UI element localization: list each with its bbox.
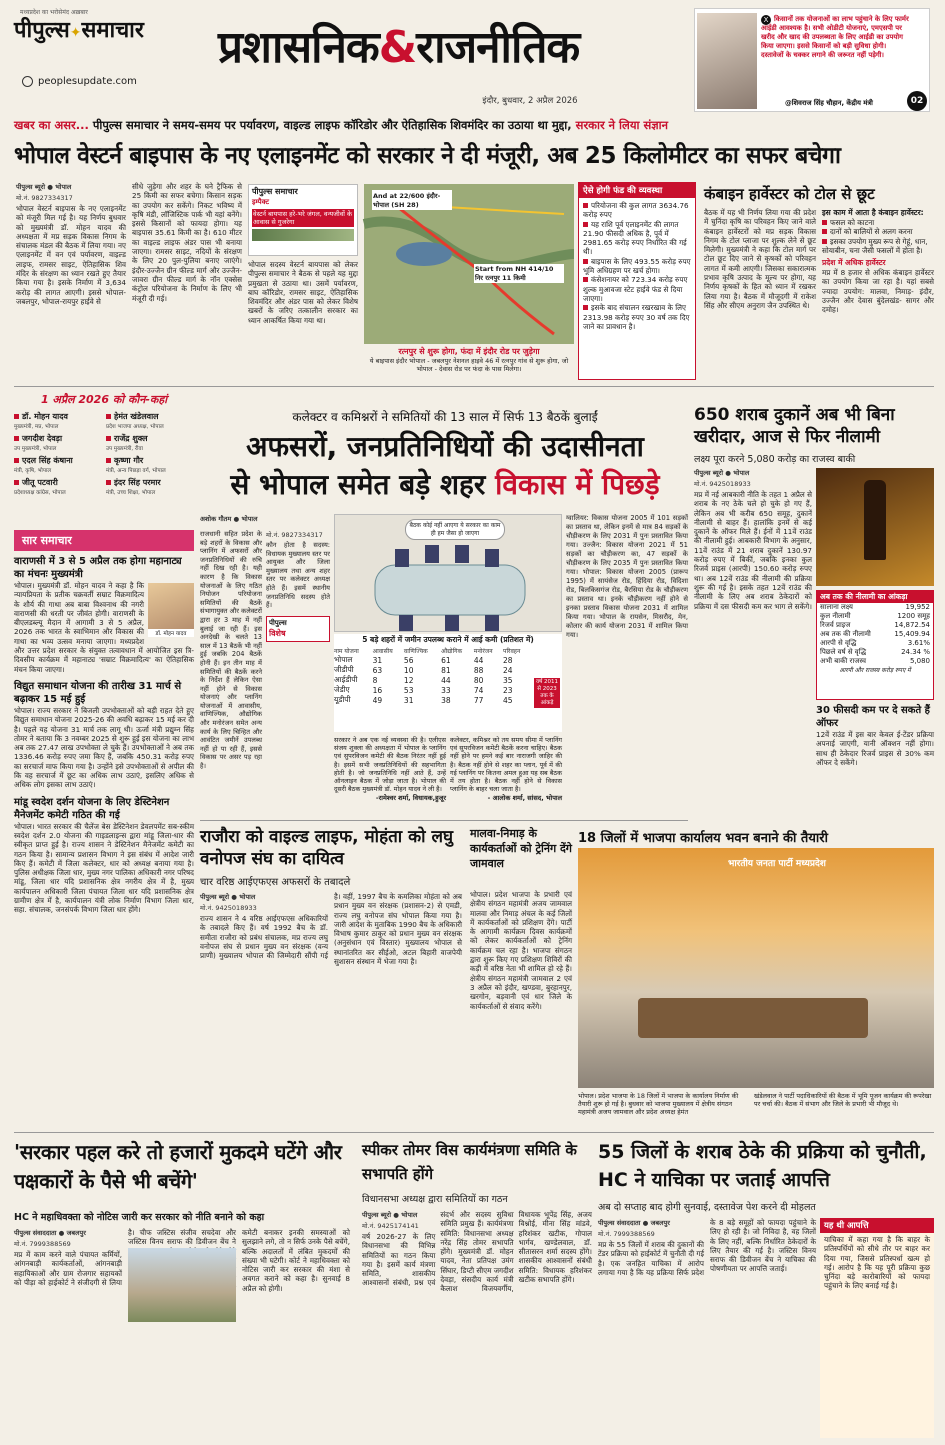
calendar-person: राजेंद्र शुक्ल उप मुख्यमंत्री, रीवा: [106, 434, 148, 452]
liquor-stats-title: अब तक की नीलामी का आंकड़ा: [817, 591, 933, 603]
cartoon-bubble: बैठक कोई नहीं आएगा ये सरकार का काम ही हम जैसा हो जाएगा: [405, 519, 505, 540]
tweet-text: किसानों तक योजनाओं का लाभ पहुंचाने के लिए फार्मर आईडी आवश्यक है। सभी ओडीटी योजनाएं, एमएसपी पर खरीद और खाद की उपलब्धता के लिए आईडी का उपयोग किया जाएगा। इससे किसानों को बड़ी सुविधा होगी। दस्तावेजों के चक्कर लगाने की जरूरत नहीं पड़ेगी।: [761, 15, 909, 59]
website-link[interactable]: peoplesupdate.com: [38, 76, 137, 87]
harvester-side-title2: प्रदेश में अधिक हार्वेस्टर: [822, 258, 886, 268]
stat-row: अब तक की नीलामी 15,409.94: [820, 630, 930, 638]
impact-kicker: खबर का असर... पीपुल्स समाचार ने समय-समय पर पर्यावरण, वाइल्ड लाइफ कॉरिडोर और ऐतिहासिक शिवमंदिर का उठाया था मुद्दा, सरकार ने लिया संज्ञान: [14, 118, 668, 132]
stats-note: आरपी और राजस्व करोड़ रुपए में: [839, 667, 911, 674]
lead-text-col1: भोपाल वेस्टर्न बाइपास के नए एलाइनमेंट को मंजूरी मिल गई है। यह निर्णय बुधवार को मुख्यमंत्री डॉ. मोहन यादव की अध्यक्षता में मप्र सड़क विकास निगम के संचालक मंडल की बैठक में लिया गया। नए एलाइनमेंट में वन एवं पर्यावरण, वाइल्ड लाइफ, रामसर साइट, ऐतिहासिक शिव मंदिर के संरक्षण का ध्यान रखते हुए तैयार किया गया है। इसके निर्माण में 3,634 करोड़ की लागत आएगी। इससे भोपाल-जबलपुर, भोपाल-रायपुर हाईवे से: [16, 204, 126, 306]
meeting-headline: अफसरों, जनप्रतिनिधियों की उदासीनता से भोपाल समेत बड़े शहर विकास में पिछड़े: [230, 430, 660, 501]
speaker-body: [362, 1210, 592, 1438]
calendar-person: जगदीश देवड़ा उप मुख्यमंत्री, भोपाल: [14, 434, 63, 452]
calendar-grid: [14, 411, 194, 496]
speaker-deck: विधानसभा अध्यक्ष द्वारा समितियों का गठन: [362, 1194, 508, 1205]
liquor-headline: 650 शराब दुकानें अब भी बिना खरीदार, आज से फिर नीलामी: [694, 405, 895, 447]
vishesh-badge: पीपुल्स विशेष: [266, 616, 330, 642]
bjp-photo-table: [638, 998, 868, 1038]
sar-samachar: [14, 530, 194, 1126]
meeting-text-col1: राजधानी सहित प्रदेश के बड़े शहरों के विकास और प्लानिंग में अफसरों और जनप्रतिनिधियों की रुचि नहीं दिख रही है। यही कारण है कि विकास योजनाओं के लिए गठित नियोजन परियोजना समितियों की बैठकें संभागायुक्त और कलेक्टरों द्वारा हर 3 माह में नहीं बुलाई जा रही हैं। इस अनदेखी के चलते 13 साल में 13 बैठकें भी नहीं हुई जबकि 204 बैठकें होनी हैं। इन तीन माह में समितियों की बैठकें करने के निर्देश हैं लेकिन ऐसा नहीं होने से विकास योजनाएं और प्लानिंग योजनाओं में आवासीय, वाणिज्यिक, औद्योगिक और मनोरंजन समेत अन्य कार्य के लिए चिन्हित और आवंटित जमीनें उपलब्ध नहीं हो पा रही हैं, इससे विकास पर असर पड़ रहा है।: [200, 530, 262, 771]
impact-label: इम्पैक्ट: [252, 198, 269, 206]
harvester-item: इसका उपयोग मुख्य रूप से गेहूं, धान, सोयाबीन, चना जैसी फसलों में होता है।: [822, 236, 928, 255]
sar-headline-3: मांडू स्वदेश दर्शन योजना के लिए डेस्टिनेशन मैनेजमेंट कमेटी गठित की गई: [14, 796, 170, 821]
clip-photo: [252, 229, 354, 241]
meeting-cartoon: [334, 514, 562, 632]
lead-col3: [248, 260, 358, 380]
harvester-item: दानों को बालियों से अलग करना: [822, 227, 934, 236]
impact-clip: [248, 184, 358, 256]
globe-icon: [22, 76, 33, 87]
harvester-text: बैठक में यह भी निर्णय लिया गया की प्रदेश में चुनिंदा कृषि का परिवहन किए जाने वाले कंबाइन हार्वेस्टरों को मप्र सड़क विकास निगम के टोल प्लाजा पर शुल्क लेने से छूट मिलेगी। मुख्यमंत्री ने कहा कि टोल मार्ग पर टोल छूट दिए जाने से कृषकों को परिवहन लागत में कमी आएगी। जिसका सकारात्मक प्रभाव कृषि उत्पाद के मूल्य पर होगा, यह निर्णय कृषकों के हित को ध्यान में रखकर लिया गया है। बैठक में मौजूदगी में राकेश सिंह और सीएम अनुराग जैन उपस्थित थे।: [704, 208, 816, 310]
meeting-text-col3: ग्वालियर: विकास योजना 2005 में 101 सड़कों का प्रस्ताव था, लेकिन इनमें से मात्र 84 सड़कों के चौड़ीकरण के लिए 2031 में पुनः प्रस्तावित किया गया। उज्जैन: विकास योजना 2021 में 51 सड़कों का चौड़ीकरण का, 47 सड़कों के चौड़ीकरण के लिए 2035 में पुनः प्रस्तावित किया गया। भोपाल: विकास योजना 2005 (प्रारूप 1995) में सायंसेज रोड, हिंदिया रोड, विदिशा रोड, बिलकिसगंज रोड, बैरसिया रोड के चौड़ीकरण का प्रस्ताव था। इनके चौड़ीकरण नहीं होने से इनका प्रस्ताव विकास योजना 2031 में शामिल किया गया। भोपाल के रायसेन, मिसरौद, मेन, कोलार की कार्य योजना 2031 में शामिल किया गया।: [566, 514, 688, 639]
liquor2-text: मप्र के 55 जिलों में शराब की दुकानों की टेंडर प्रक्रिया को हाईकोर्ट में चुनौती दी गई है। एक जनहित याचिका में आरोप लगाया गया है कि यह प्रक्रिया सिर्फ प्रदेश के 8 बड़े समूहों को फायदा पहुंचाने के लिए हो रही है। जो निविदा है, वह जिलों के लिए नहीं, बल्कि निर्धारित ठेकेदारों के लिए तैयार की गई है। जस्टिस विनय सराफ की डिवीजन बेंच ने याचिका की पोषणीयता पर आपत्ति जताई।: [598, 1218, 816, 1277]
meeting-byline: अशोक गौतम ● भोपाल: [200, 515, 258, 523]
dateline: इंदौर, बुधवार, 2 अप्रैल 2026: [482, 96, 578, 106]
meeting-text-col1-b: [200, 748, 330, 814]
speaker-mobile: मो.नं. 9425174141: [362, 1222, 419, 1230]
calendar-person: हेमंत खंडेलवाल प्रदेश भाजपा अध्यक्ष, भोपाल: [106, 412, 164, 430]
liquor2-byline: पीपुल्स संवाददाता ● जबलपुर: [598, 1219, 670, 1227]
liquor2-side-title: यह थी आपत्ति: [820, 1218, 934, 1233]
stat-row: अभी बाकी राजस्व 5,080: [820, 657, 930, 665]
stat-row: आरपी से वृद्धि 3.61%: [820, 639, 930, 647]
court-photo: [128, 1248, 236, 1322]
wildlife-mobile: मो.नं. 9425018933: [200, 904, 257, 912]
divider-line: [200, 820, 688, 821]
stat-row: रिजर्व प्राइज 14,872.54: [820, 621, 930, 629]
map-label-start: And at 22/600 इंदौर-भोपाल (SH 28): [372, 190, 452, 210]
calendar-person: डॉ. मोहन यादव मुख्यमंत्री, मप्र, भोपाल: [14, 412, 68, 430]
calendar-person: एदल सिंह कंषाना मंत्री, कृषि, भोपाल: [14, 456, 73, 474]
liquor2-body: [598, 1218, 816, 1438]
table-row: आईडीपी 8 12 44 80 35: [334, 675, 513, 685]
map-caption-title: रत्नपुर से शुरू होगा, फंदा में इंदौर रोड पर जुड़ेगा: [398, 347, 540, 356]
fund-item: कंसेशनायर को 723.34 करोड़ रुपए शुल्क मुआवजा स्टेट हाईवे फंड से दिया जाएगा।: [583, 275, 688, 303]
liquor-mobile: मो.नं. 9425018933: [694, 480, 751, 488]
liquor-sub: [816, 704, 934, 838]
table-header-row: नाम योजना आवासीय वाणिज्यिक औद्योगिक मनोरंजन परिवहन: [334, 648, 521, 655]
masthead-tagline: मध्यप्रदेश का भरोसेमंद अख़बार: [20, 9, 88, 16]
newspaper-logo[interactable]: पीपुल्स✦समाचार: [14, 18, 144, 43]
sar-photo-caption: डॉ. मोहन यादव: [148, 629, 194, 637]
wildlife-deck: चार वरिष्ठ आईएफएस अफसरों के तबादले: [200, 877, 351, 888]
court-headline: 'सरकार पहल करे तो हजारों मुकदमे घटेंगे और पक्षकारों के पैसे भी बचेंगे': [14, 1140, 342, 1193]
land-table: [334, 647, 530, 705]
calendar-box: [14, 392, 194, 512]
lead-byline: पीपुल्स ब्यूरो ● भोपाल: [16, 183, 72, 191]
wildlife-headline: राजौरा को वाइल्ड लाइफ, मोहंता को लघु वनोपज संघ का दायित्व: [200, 827, 454, 869]
tweet-box: [694, 8, 930, 112]
sar-text-1: भोपाल। मुख्यमंत्री डॉ. मोहन यादव ने कहा है कि न्यायप्रियता के प्रतीक चक्रवर्ती सम्राट विक्रमादित्य के शौर्य की गाथा अब बाबा विश्वनाथ की नगरी वाराणसी की धरती पर जीवंत होगी। वाराणसी के बीएलडब्ल्यू मैदान में आगामी 3 से 5 अप्रैल, 2026 तक भारत के स्वाभिमान और विकास की गाथा का भव्य उत्सव मनाया जाएगा। मध्यप्रदेश और उत्तर प्रदेश सरकार के संयुक्त तत्वावधान में आयोजित इस त्रि-दिवसीय कार्यक्रम में महानाट्य 'सम्राट विक्रमादित्य' का ऐतिहासिक मंचन किया जाएगा।: [14, 581, 194, 674]
table-row: जेडीए 16 53 33 74 23: [334, 685, 513, 695]
liquor-photo: [816, 468, 934, 586]
calendar-title: 1 अप्रैल 2026 को कौन-कहां: [40, 393, 168, 406]
liquor2-side-text: याचिका में कहा गया है कि बाहर के प्रतिस्पर्धियों को सीधे तौर पर बाहर कर दिया गया, जिससे प्रतिस्पर्धा खत्म हो गई। आरोप है कि यह पूरी प्रक्रिया कुछ चुनिंदा बड़े कारोबारियों को फायदा पहुंचाने के लिए बनाई गई है।: [824, 1235, 930, 1291]
court-text: मप्र में काम करने वाले पंचायत कर्मियों, आंगनबाड़ी कार्यकर्ताओं, आंगनबाड़ी सहायिकाओं और ग्राम रोजगार सहायकों को पीड़ा को हाईकोर्ट ने संजीदगी से लिया है। चीफ जस्टिस संजीव सचदेवा और जस्टिस विनय सराफ की डिवीजन बेंच ने कमेटी बनाकर इनकी समस्याओं को सुलझाने लगे, तो न सिर्फ उनके पैसे बचेंगे, बल्कि अदालतों में लंबित मुकदमों की संख्या भी घटेगी। कोर्ट ने महाधिवक्ता को नोटिस जारी कर सरकार की मंशा से अवगत कराने को कहा है। सुनवाई 8 अप्रैल को होगी।: [14, 1228, 350, 1293]
table-row: जीडीपी 63 10 81 88 24: [334, 665, 513, 675]
liquor-sub-headline: 30 फीसदी कम पर दे सकते हैं ऑफर: [816, 705, 930, 729]
logo-star-icon: ✦: [69, 25, 82, 41]
tweet-author: @शिवराज सिंह चौहान, केंद्रीय मंत्री: [785, 99, 873, 107]
sar-text-2: भोपाल। राज्य सरकार ने बिजली उपभोक्ताओं को बड़ी राहत देते हुए विद्युत समाधान योजना 2025-26 की अवधि बढ़ाकर 15 मई कर दी है। पहले यह योजना 31 मार्च तक लागू थी। ऊर्जा मंत्री प्रद्युम्न सिंह तोमर ने बताया कि 3 नवम्बर 2025 से शुरू हुई इस योजना का लाभ अब तक 27.47 लाख उपभोक्ता ले चुके हैं। उपभोक्ताओं ने अब तक 1336.46 करोड़ रुपए जमा किए हैं, जबकि 450.31 करोड़ रुपए का सरचार्ज माफ किया गया है। उन्होंने इसे उपभोक्ताओं से अपील की कि वह सरचार्ज में छूट का अधिक लाभ उठाएं, इसलिए अधिक से अधिक लोग इसका लाभ उठाएं।: [14, 705, 194, 790]
harvester-side-title: इस काम में आता है कंबाइन हार्वेस्टर:: [822, 208, 924, 217]
harvester-text-col: [704, 208, 816, 384]
section-title: प्रशासनिक&राजनीतिक: [218, 22, 580, 73]
fund-item: यह राशि पूर्व एलाइनमेंट की लागत 21.90 फीसदी अधिक है, पूर्व में 2981.65 करोड़ रुपए निर्धारित की गई थी।: [583, 219, 687, 257]
table-row: भोपाल 31 56 61 44 28: [334, 655, 513, 665]
liquor-text: मप्र में नई आबकारी नीति के तहत 1 अप्रैल से शराब के नए ठेके चले हो चुके हो गए हैं, लेकिन अब भी करीब 650 समूह, दुकानें नीलामी से बाहर हैं। हालांकि इनमें से कई दुकानें के ऑफर मिले हैं। ईनों में 11वें राउंड की नीलामी हुई। आबकारी विभाग के अनुसार, 11वें राउंड में 21 शराब दुकानें 130.97 करोड़ रुपए में बिकीं, जबकि इनका कुल रिजर्व प्राइस (आरपी) 150.60 करोड़ रुपए था। अब 12वें राउंड की नीलामी की प्रक्रिया शुरू की गई है। इसके तहत 12वें राउंड की नीलामी के लिए अब शराब ठेकेदारों को प्रक्रिया में दस फीसदी कम कर भाग ले सकेंगे।: [694, 490, 812, 611]
liquor2-headline: 55 जिलों के शराब ठेके की प्रक्रिया को चुनौती, HC ने याचिका पर जताई आपत्ति: [598, 1141, 927, 1191]
impact-clip-text: वेस्टर्न बायपास हरे-भरे जंगल, वन्यजीवों के आवास से गुजरेगा: [253, 210, 353, 226]
x-icon: X: [761, 15, 771, 25]
liquor-bottle-icon: [864, 480, 886, 560]
meeting-table-box: [334, 634, 562, 732]
liquor2-mobile: मो.नं. 7999388569: [598, 1230, 655, 1238]
liquor2-sidebar: [820, 1218, 934, 1438]
liquor-sub-text: 12वें राउंड में इस बार केवल ई-टेंडर प्रक्रिया अपनाई जाएगी, यानी ऑक्शन नहीं होगा। साथ ही ठेकेदार रिजर्व प्राइस से 30% कम ऑफर दे सकेंगे।: [816, 730, 934, 767]
malwa-text: भोपाल। प्रदेश भाजपा के प्रभारी एवं क्षेत्रीय संगठन महामंत्री अजय जामवाल मालवा और निमाड़ अंचल के कई जिलों में कार्यकर्ताओं को प्रशिक्षण देंगे। पार्टी के आगामी कार्यक्रम दिवस कार्यक्रमों को लेकर कार्यकर्ताओं को ट्रेनिंग कार्यक्रम चल रहा है। भाजपा संगठन द्वारा शुरू किए गए प्रशिक्षण शिविरों की कड़ी में वरिष्ठ नेता भी शामिल हो रहे हैं। क्षेत्रीय संगठन महामंत्री जामवाल 2 एवं 3 अप्रैल को इंदौर, खण्डवा, बुरहानपुर, खरगोन, बड़वानी एवं धार जिले के कार्यकर्ताओं से संवाद करेंगे।: [470, 890, 572, 1011]
fund-item: बाइपास के लिए 493.55 करोड़ रुपए भूमि अधिग्रहण पर खर्च होगा।: [583, 256, 691, 276]
lead-headline: भोपाल वेस्टर्न बाइपास के नए एलाइनमेंट को सरकार ने दी मंजूरी, अब 25 किलोमीटर का सफर बचेगा: [14, 143, 841, 169]
harvester-item: फसल को काटना: [822, 218, 934, 227]
divider-line: [14, 1132, 934, 1133]
sar-text-3: भोपाल। भारत सरकार की चैलेंज बेस डेस्टिनेशन डेवलपमेंट सब-स्कीम स्वदेश दर्शन 2.0 योजना की गाइडलाइन्स द्वारा मांडू जिला-धार की स्वीकृत प्राप्त हुई है। राज्य शासन ने डेस्टिनेशन मैनेजमेंट कमेटी का गठन किया है। सामान्य प्रशासन विभाग ने इस संबंध में आदेश जारी किए हैं। कमेटी में जिला कलेक्टर, धार को अध्यक्ष बनाया गया है। पुलिस अधीक्षक जिला धार, मुख्य नगर पालिका अधिकारी नगर परिषद मांडू, जिला धार यदि प्रशासनिक क्षेत्र नगरीय क्षेत्र में है, मुख्य कार्यपालन अधिकारी जिला पंचायत जिला धार यदि प्रशासनिक क्षेत्र ग्रामीण क्षेत्र में है, कार्यपालन यंत्री लोक निर्माण विभाग जिला धार, सहा. संचालक, जनसंपर्क विभाग जिला धार होंगे।: [14, 821, 194, 915]
fund-item: परियोजना की कुल लागत 3634.76 करोड़ रुपए: [583, 201, 689, 220]
lead-col1: [16, 182, 126, 382]
meeting-text-col2: मो.नं. 9827334317 कौन होता है सदस्य: विधायक मुख्यालय स्तर पर आयुक्त और जिला मुख्यालय तथा अन्य शहर स्तर पर कलेक्टर अध्यक्ष होते हैं। इसमें स्थानीय जनप्रतिनिधि सदस्य होते हैं। पीपुल्स विशेष: [266, 530, 330, 746]
sar-headline-2: विद्युत समाधान योजना की तारीख 31 मार्च से बढ़ाकर 15 मई हुई: [14, 680, 182, 705]
speaker-byline: पीपुल्स ब्यूरो ● भोपाल: [362, 1211, 418, 1219]
wildlife-text: राज्य शासन ने 4 वरिष्ठ आईएफएस अधिकारियों के तबादले किए हैं। वर्ष 1992 बैच के डॉ. समीता राजौरा को प्रबंध संचालक, मप्र राज्य लघु वनोपज संघ से प्रधान मुख्य वन संरक्षक (वन्य प्राणी) मुख्यालय भोपाल की जिम्मेदारी सौंपी गई है। वहीं, 1997 बैच के कमलिका मोहंता को अब प्रधान मुख्य वन संरक्षक (प्रशासन-2) से एमडी, राज्य लघु वनोपज संघ भोपाल किया गया है। जारी आदेश के मुताबिक 1990 बैच के अधिकारी विभाष कुमार ठाकुर को प्रधान मुख्य वन संरक्षक (अनुसंधान एवं विस्तार) मुख्यालय भोपाल से स्थानांतरित कर सीईओ, अटल बिहारी वाजपेयी सुशासन संस्थान में भेजा गया है।: [200, 892, 462, 967]
wildlife-byline: पीपुल्स ब्यूरो ● भोपाल: [200, 893, 256, 901]
stat-row: सालाना लक्ष्य 19,952: [820, 603, 930, 611]
bjp-headline: 18 जिलों में भाजपा कार्यालय भवन बनाने की तैयारी: [578, 831, 828, 846]
bjp-photo: [578, 848, 934, 1088]
meeting-mobile: मो.नं. 9827334317: [266, 531, 323, 539]
speaker-text: वर्ष 2026-27 के लिए विधानसभा की विभिन्न समितियों का गठन किया गया है। इसमें कार्य मंत्रणा समिति, शासकीय आश्वासनों संबंधी, प्रश्न एवं संदर्भ और सदस्य सुविधा समिति प्रमुख हैं। कार्यमंत्रणा समिति: विधानसभा अध्यक्ष नरेंद्र सिंह तोमर सभापति होंगे। मुख्यमंत्री डॉ. मोहन यादव, नेता प्रतिपक्ष उमंग सिंघार, डिप्टी सीएम जगदीश देवड़ा, संसदीय कार्य मंत्री कैलाश विजयवर्गीय, विधायक भूपेंद्र सिंह, अजय विश्नोई, मीना सिंह मांडवे, हरिशंकर खटीक, गोपाल भार्गव, खण्डेलवाल, डॉ. सीतासरन शर्मा सदस्य होंगे। शासकीय आश्वासनों संबंधी समिति: विधायक हरिशंकर खटीक सभापति होंगे।: [362, 1210, 592, 1294]
wildlife-body: [200, 892, 462, 1128]
liquor-body: [694, 468, 812, 838]
fund-item: इसके बाद संचालन रखरखाव के लिए 2313.98 करोड़ रुपए 30 वर्ष तक दिए जाने का प्रावधान है।: [583, 303, 690, 331]
map-caption: [364, 346, 574, 382]
map-caption-text: ये बाइपास इंदौर भोपाल - जबलपुर नेशनल हाइवे 46 में रत्नपुर गांव से शुरू होगा, जो भोपाल - देवास रोड पर फंदा के पास मिलेगा।: [369, 357, 569, 373]
fund-title: ऐसे होगी फंड की व्यवस्था: [579, 183, 695, 198]
sar-headline-1: वाराणसी में 3 से 5 अप्रैल तक होगा महानाट्य का मंचनः मुख्यमंत्री: [14, 556, 182, 580]
lead-text-col3: भोपाल सदस्य वेस्टर्न बायपास को लेकर पीपुल्स समाचार ने बैठक से पहले यह मुद्दा प्रमुखता से उठाया था। उसमें पर्यावरण, बाघ कॉरिडोर, रामसर साइट, ऐतिहासिक शिवमंदिर और अंडर पास को लेकर विशेष खबरों के जरिए तत्कालीन सरकार का ध्यान आकर्षित किया गया था।: [248, 260, 358, 325]
table-title: 5 बड़े शहरों में जमीन उपलब्ध कराने में आई कमी (प्रतिशत में): [362, 635, 534, 644]
calendar-person: जीतू पटवारी प्रदेशाध्यक्ष कांग्रेस, भोपाल: [14, 478, 66, 496]
bypass-map: [364, 184, 574, 344]
bjp-photo-sign: भारतीय जनता पार्टी मध्यप्रदेश: [728, 859, 826, 869]
fund-list: [579, 198, 695, 334]
minister-photo: [697, 13, 757, 109]
court-mobile: मो.नं. 7999388569: [14, 1240, 71, 1248]
impact-logo: पीपुल्स समाचार: [252, 187, 298, 196]
harvester-side-text2: मप्र में 8 हजार से अधिक कंबाइन हार्वेस्टर का उपयोग किया जा रहा है। यहां सबसे ज्यादा उपयोग: मालवा, निमाड़- इंदौर, उज्जैन और देवास बुंदेलखंड- सागर और दमोह।: [822, 268, 934, 315]
harvester-headline: कंबाइन हार्वेस्टर को टोल से छूट: [704, 185, 875, 203]
map-label-end: Start from NH 414/10 निर रत्नपुर 11 किमी: [474, 264, 564, 283]
quote-2: कलेक्टर, कमिश्नर को तय समय सीमा में प्लानिंग एवं सुपरविजन कमेटी बैठकें करना चाहिए। बैठक नहीं होने पर हमने कई बार नाराजगी जाहिर की है। बैठक नहीं होने से शहर का प्लान, पूर्व में की गई प्लानिंग पर कितना अमल हुआ यह सब बैठक में तय होता है। बैठक नहीं होने से विकास प्लानिंग के बाहर चला जाता है। - आलोक शर्मा, सांसद, भोपाल: [450, 736, 562, 803]
malwa-body: [470, 890, 572, 1128]
quote-1: सरकार ने अब एक नई व्यवस्था की है। एलीएस संजय शुक्ला की अध्यक्षता में भोपाल के प्लानिंग एवं सुपरविजन कमेटी की बैठक निरंतर नहीं हुई है। इसमें सभी जनप्रतिनिधियों की सहभागिता होती है। जो जनप्रतिनिधि नहीं आते हैं, उन्हें ऑनलाइन बैठक में जोड़ा जाता है। भोपाल की दूसरी बैठक मुख्यमंत्री डॉ. मोहन यादव ने ली है। -रामेश्वर शर्मा, विधायक,हुजूर: [334, 736, 446, 803]
stat-row: पिछले वर्ष से वृद्धि 24.34 %: [820, 648, 930, 656]
speaker-headline: स्पीकर तोमर विस कार्यमंत्रणा समिति के सभापति होंगे: [362, 1141, 577, 1183]
sar-title: सार समाचार: [14, 530, 194, 551]
meeting-kicker: कलेक्टर व कमिश्नरों ने समितियों की 13 साल में सिर्फ 13 बैठकें बुलाईं: [292, 410, 598, 424]
table-badge: वर्ष 2011 से 2023 तक के आंकड़े: [534, 678, 560, 708]
court-deck: HC ने महाधिवक्ता को नोटिस जारी कर सरकार को नीति बनाने को कहा: [14, 1212, 265, 1223]
divider-line: [14, 386, 934, 387]
calendar-person: कृष्णा गौर मंत्री, अन्य पिछड़ा वर्ग, भोपाल: [106, 456, 166, 474]
table-row: यूडीपी 49 31 38 77 45: [334, 695, 513, 705]
lead-text-col2: सीधे जुड़ेगा और शहर के घने ट्रैफिक से 25 किमी का सफर बचेगा। किसान सड़क का उपयोग कर सकेंगे। निकट भविष्य में कृषि मंडी, लॉजिस्टिक पार्क भी यहां बनेंगे। इससे किसानों को फायदा होगा। यह बाइपास 35.61 किमी का है। 610 मीटर का वाइल्ड लाइफ अंडर पास भी बनाया जाएगा। रामसर साइट, नदियों के संरक्षण के लिए 20 पुल-पुलिया बनाए जाएंगे। इंदौर-उज्जैन ग्रीन फील्ड मार्ग और उज्जैन-जावरा ग्रीन फील्ड मार्ग के नॉन एक्सेस कंट्रोल परियोजना के निर्माण के लिए भी मंजूरी दी गई।: [132, 182, 242, 303]
malwa-headline: मालवा-निमाड़ के कार्यकर्ताओं को ट्रेनिंग देंगे जामवाल: [470, 827, 572, 870]
stat-row: कुल नीलामी 1200 समूह: [820, 612, 930, 620]
liquor-deck: लक्ष्य पूरा करने 5,080 करोड़ का राजस्व बाकी: [694, 454, 856, 465]
sar-photo: [148, 583, 194, 637]
court-byline: पीपुल्स संवाददाता ● जबलपुर: [14, 1229, 86, 1237]
liquor-stats-box: [816, 590, 934, 700]
lead-col2: [132, 182, 242, 382]
lead-mobile: मो.नं. 9827334317: [16, 194, 73, 202]
calendar-person: इंदर सिंह परमार मंत्री, उच्च शिक्षा, भोपाल: [106, 478, 161, 496]
harvester-sidebar: [822, 208, 934, 384]
fund-box: [578, 182, 696, 380]
page-number: 02: [907, 91, 927, 111]
liquor-byline: पीपुल्स ब्यूरो ● भोपाल: [694, 469, 750, 477]
liquor2-deck: अब दो सप्ताह बाद होगी सुनवाई, दस्तावेज पेश करने दी मोहलत: [598, 1202, 816, 1213]
bjp-caption: भोपाल। प्रदेश भाजपा के 18 जिलों में भाजपा के कार्यालय निर्माण की तैयारी शुरू हो गई है। बुधवार को भाजपा मुख्यालय में क्षेत्रीय संगठन महामंत्री अजय जामवाल और प्रदेश अध्यक्ष हेमंत खंडेलवाल ने पार्टी पदाधिकारियों की बैठक में भूमि पूजन कार्यक्रम की रूपरेखा पर चर्चा की। बैठक में संभाग और जिले के प्रभारी भी मौजूद थे।: [578, 1092, 932, 1116]
